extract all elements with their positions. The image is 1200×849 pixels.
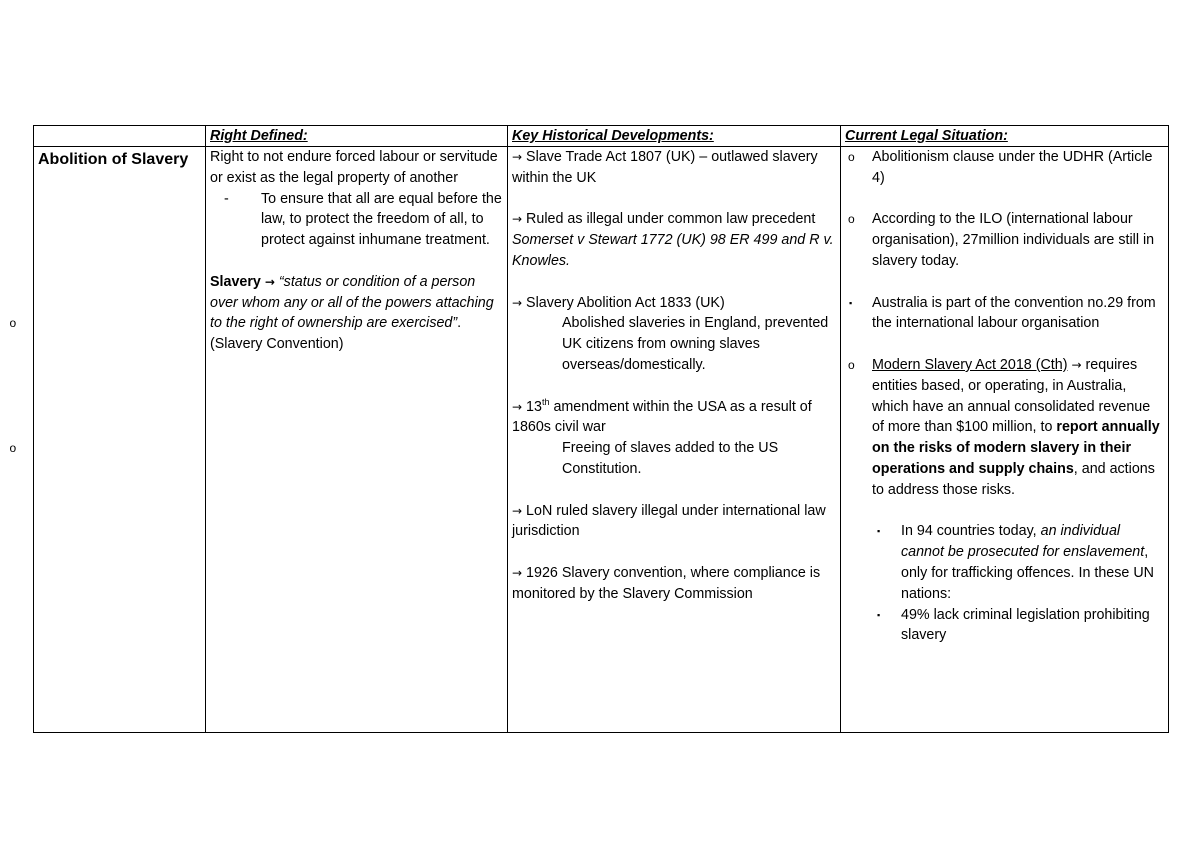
history-item: → LoN ruled slavery illegal under international law jurisdiction [512, 502, 826, 540]
history-item: → Slave Trade Act 1807 (UK) – outlawed slavery within the UK [512, 149, 818, 186]
list-item: o Abolitionism clause under the UDHR (Article 4) [848, 149, 1153, 186]
circle-bullet-icon: o [9, 441, 17, 456]
circle-bullet-icon: o [848, 357, 855, 372]
list-item: o Modern Slavery Act 2018 (Cth) → requires entities based, or operating, in Australia, which have an annual consolidated revenue of more than $100 million, to report annually on the risks of modern slavery in their operations and supply chains, and actions to address those risks. [848, 356, 1160, 498]
header-key-historical: Key Historical Developments: [508, 126, 841, 147]
arrow-icon: → [512, 295, 523, 310]
arrow-icon: → [264, 274, 275, 289]
arrow-icon: → [512, 503, 523, 518]
header-row [34, 126, 1169, 147]
arrow-icon: → [512, 399, 523, 414]
list-item: ▪ Australia is part of the convention no.29 from the international labour organisation [849, 294, 1156, 332]
arrow-icon: → [512, 212, 523, 227]
history-item: → Ruled as illegal under common law precedent Somerset v Stewart 1772 (UK) 98 ER 499 and R v. Knowles. [512, 211, 834, 269]
list-item: o According to the ILO (international labour organisation), 27million individuals are still in slavery today. [848, 211, 1155, 269]
current-legal-cell [841, 147, 1169, 733]
square-bullet-icon: ▪ [849, 297, 853, 308]
square-bullet-icon: ▪ [877, 609, 881, 620]
current-sublist [845, 521, 1164, 646]
square-bullet-icon: ▪ [877, 526, 881, 537]
row-label: Abolition of Slavery [34, 147, 206, 733]
history-sublist [9, 438, 836, 480]
header-blank-cell [34, 126, 206, 147]
list-item: o Abolished slaveries in England, prevented UK citizens from owning slaves overseas/domestically. [9, 315, 829, 373]
arrow-icon: → [512, 150, 523, 164]
list-item: ▪ 49% lack criminal legislation prohibiting slavery [877, 606, 1150, 644]
right-defined-list [210, 189, 503, 251]
list-item: ▪ In 94 countries today, an individual cannot be prosecuted for enslavement, only for trafficking offences. In these UN nations: [877, 523, 1154, 602]
list-item: - To ensure that all are equal before the law, to protect the freedom of all, to protect against inhumane treatment. [261, 189, 503, 251]
notes-table [9, 125, 1169, 733]
list-item: o Freeing of slaves added to the US Constitution. [9, 440, 779, 477]
history-item: → Slavery Abolition Act 1833 (UK) [512, 294, 725, 311]
right-defined-intro: Right to not endure forced labour or servitude or exist as the legal property of another [210, 149, 498, 186]
arrow-icon: → [1071, 357, 1082, 372]
circle-bullet-icon: o [848, 150, 855, 164]
slavery-definition: Slavery → “status or condition of a person over whom any or all of the powers attaching to the right of ownership are exercised”. (Slavery Convention) [210, 273, 494, 353]
header-current-legal: Current Legal Situation: [841, 126, 1169, 147]
circle-bullet-icon: o [848, 212, 855, 227]
arrow-icon: → [512, 565, 523, 580]
current-list [845, 147, 1164, 501]
table-row [34, 147, 1169, 733]
right-defined-cell [206, 147, 508, 733]
history-item: → 1926 Slavery convention, where compliance is monitored by the Slavery Commission [512, 564, 821, 602]
circle-bullet-icon: o [9, 316, 17, 331]
history-item: → 13th amendment within the USA as a result of 1860s civil war [512, 396, 812, 436]
header-right-defined: Right Defined: [206, 126, 508, 147]
